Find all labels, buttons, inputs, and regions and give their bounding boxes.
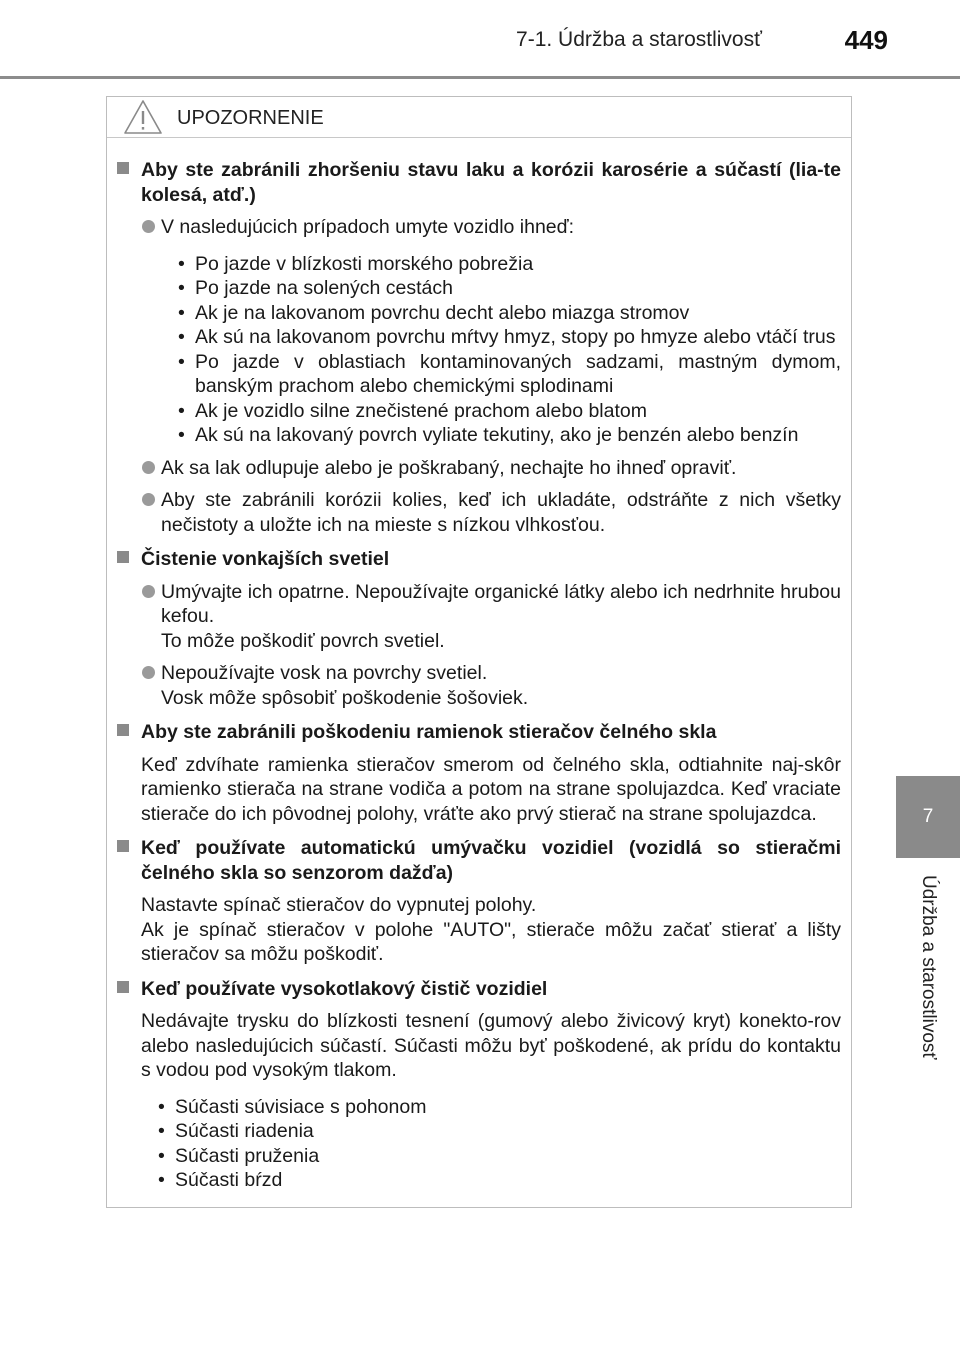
bullet-item: • Po jazde v blízkosti morského pobrežia (178, 252, 534, 275)
bullet-item: • Ak sú na lakovaný povrch vyliate tekutiny, ako je benzén alebo benzín (178, 424, 799, 446)
square-bullet-icon (117, 840, 129, 852)
item-text: Umývajte ich opatrne. Nepoužívajte organické látky alebo ich nedrhnite hrubou kefou. (161, 580, 841, 627)
warning-title: UPOZORNENIE (177, 107, 324, 129)
circle-bullet-icon (142, 493, 155, 506)
section-exterior-lights (117, 547, 841, 710)
section-paint-corrosion (117, 158, 841, 537)
square-bullet-icon (117, 551, 129, 563)
section-title: Čistenie vonkajších svetiel (141, 548, 390, 570)
page-number: 449 (844, 25, 888, 55)
section-title: 7-1. Údržba a starostlivosť (516, 28, 762, 51)
list-item (141, 580, 841, 654)
bullet-item: • Po jazde na solených cestách (178, 277, 453, 299)
chapter-title: Údržba a starostlivosť (918, 874, 939, 1060)
bullet-list (161, 252, 841, 448)
square-bullet-icon (117, 724, 129, 736)
square-bullet-icon (117, 981, 129, 993)
item-text: Ak sa lak odlupuje alebo je poškrabaný, nechajte ho ihneď opraviť. (161, 456, 737, 479)
bullet-list (141, 1095, 841, 1193)
bullet-item: • Súčasti bŕzd (158, 1169, 283, 1191)
header-divider (0, 76, 960, 79)
bullet-item: • Ak je na lakovanom povrchu decht alebo miazga stromov (178, 301, 690, 324)
circle-bullet-icon (142, 220, 155, 233)
circle-bullet-icon (142, 666, 155, 679)
section-title: Aby ste zabránili poškodeniu ramienok stieračov čelného skla (141, 721, 717, 743)
bullet-item: • Súčasti súvisiace s pohonom (158, 1095, 427, 1118)
warning-triangle-icon (123, 99, 163, 135)
bullet-item: • Súčasti pruženia (158, 1144, 320, 1167)
item-text: Nepoužívajte vosk na povrchy svetiel. (161, 662, 488, 684)
warning-body (107, 138, 851, 1193)
bullet-item: • Po jazde v oblastiach kontaminovaných sadzami, mastným dymom, banským prachom alebo chemickými splodinami (178, 350, 841, 397)
section-title: Keď používate automatickú umývačku vozidiel (vozidlá so stieračmi čelného skla so senzorom dažďa) (141, 837, 841, 884)
circle-bullet-icon (142, 461, 155, 474)
section-wiper-arms (117, 720, 841, 826)
paragraph: Nedávajte trysku do blízkosti tesnení (gumový alebo živicový kryt) konekto-rov alebo nasledujúcich súčastí. Súčasti môžu byť poškodené, ak prídu do kontaktu s vodou pod vysokým tlakom. (141, 1010, 841, 1081)
item-text-line2: To môže poškodiť povrch svetiel. (161, 629, 445, 652)
section-car-wash (117, 836, 841, 967)
paragraph-line: Nastavte spínač stieračov do vypnutej polohy. (141, 894, 537, 916)
square-bullet-icon (117, 162, 129, 174)
circle-bullet-icon (142, 585, 155, 598)
warning-box (106, 96, 852, 1208)
list-item (141, 661, 841, 710)
paragraph (141, 893, 841, 967)
list-item (141, 456, 841, 481)
section-title: Aby ste zabránili zhoršeniu stavu laku a korózii karosérie a súčastí (lia-te kolesá, atď.) (141, 159, 841, 206)
list-item (141, 215, 841, 448)
section-title: Keď používate vysokotlakový čistič vozidiel (141, 977, 548, 1000)
bullet-item: • Súčasti riadenia (158, 1120, 314, 1142)
bullet-item: • Ak sú na lakovanom povrchu mŕtvy hmyz, stopy po hmyze alebo vtáčí trus (178, 326, 836, 348)
chapter-title-vertical (896, 862, 960, 1072)
bullet-item: • Ak je vozidlo silne znečistené prachom alebo blatom (178, 399, 647, 422)
paragraph: Keď zdvíhate ramienka stieračov smerom od čelného skla, odtiahnite naj-skôr ramienko stierača na strane vodiča a potom na strane spolujazdca. Keď vraciate stierače do ich pôvodnej polohy, vráťte ako prvý stierač na strane spolujazdca. (141, 753, 841, 825)
item-text-line2: Vosk môže spôsobiť poškodenie šošoviek. (161, 686, 529, 709)
list-item (141, 488, 841, 537)
item-text: V nasledujúcich prípadoch umyte vozidlo ihneď: (161, 216, 575, 238)
page-header (0, 0, 960, 80)
paragraph-line: Ak je spínač stieračov v polohe "AUTO", stierače môžu začať stierať a lišty stieračov sa môžu poškodiť. (141, 918, 841, 965)
chapter-number-tab (896, 776, 960, 858)
warning-header (107, 97, 851, 138)
chapter-number: 7 (922, 806, 934, 827)
section-pressure-washer (117, 977, 841, 1193)
item-text: Aby ste zabránili korózii kolies, keď ich ukladáte, odstráňte z nich všetky nečistoty a uložte ich na mieste s nízkou vlhkosťou. (161, 489, 841, 536)
